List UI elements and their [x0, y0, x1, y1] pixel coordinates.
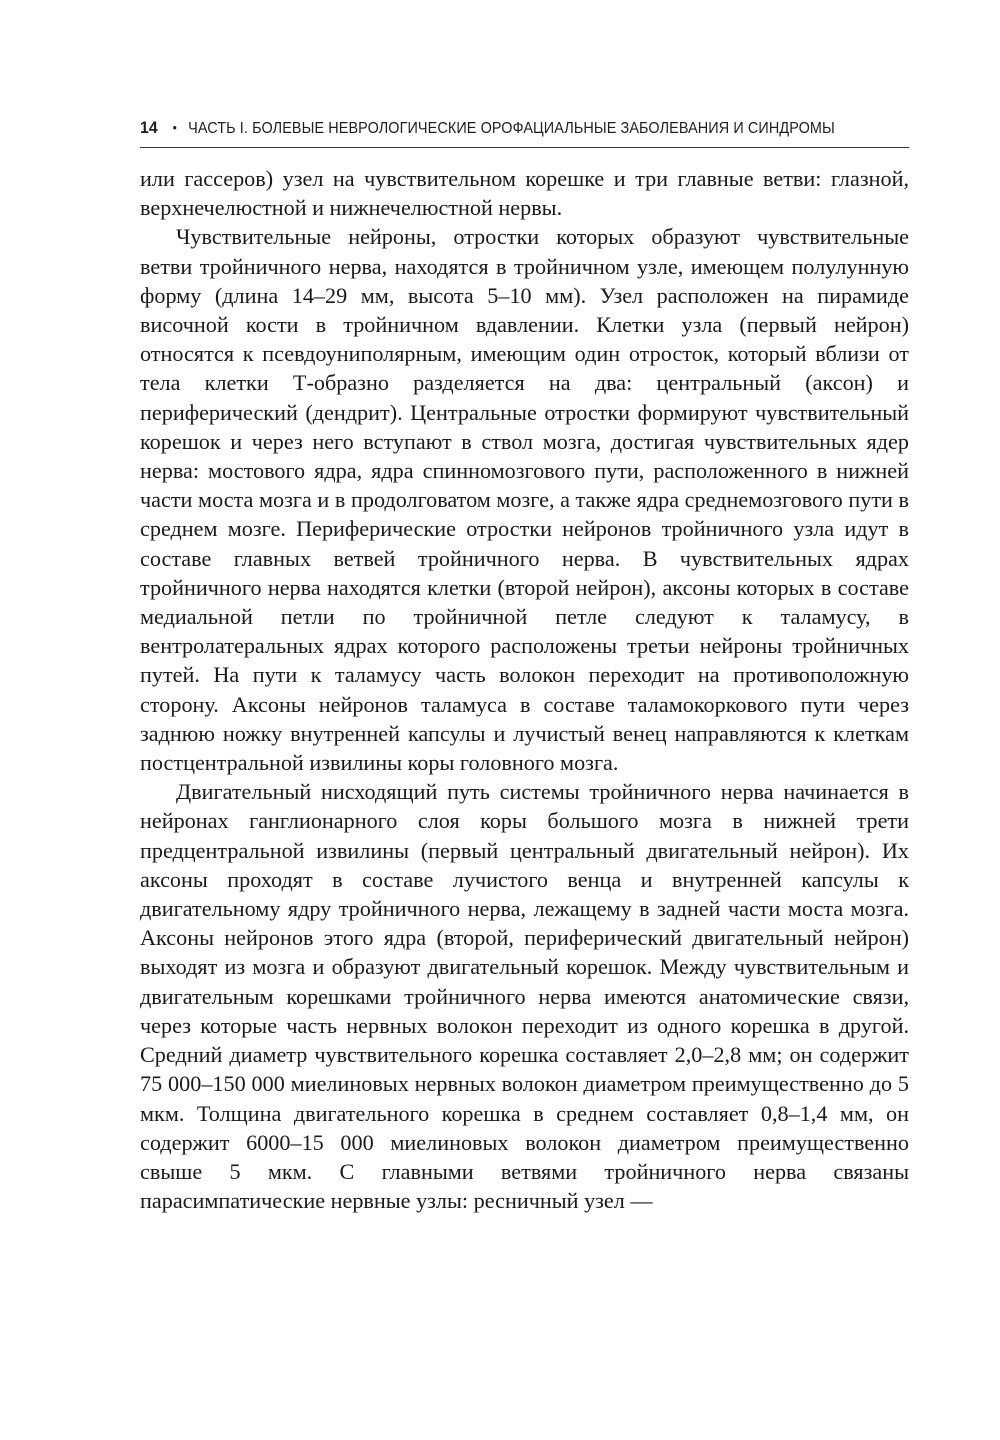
running-title: ЧАСТЬ I. БОЛЕВЫЕ НЕВРОЛОГИЧЕСКИЕ ОРОФАЦИАЛЬНЫЕ ЗАБОЛЕВАНИЯ И СИНДРОМЫ [188, 120, 835, 137]
paragraph-sensory-pathway: Чувствительные нейроны, отростки которых образуют чувствительные ветви тройничного нерва, находятся в тройничном узле, имеющем полулунную форму (длина 14–29 мм, высота 5–10 мм). Узел расположен на пирамиде височной кости в тройничном вдавлении. Клетки узла (первый нейрон) относятся к псевдоуниполярным, имеющим один отросток, который вблизи от тела клетки Т-образно разделяется на два: центральный (аксон) и периферический (дендрит). Центральные отростки формируют чувствительный корешок и через него вступают в ствол мозга, достигая чувствительных ядер нерва: мостового ядра, ядра спинномозгового пути, расположенного в нижней части моста мозга и в продолговатом мозге, а также ядра среднемозгового пути в среднем мозге. Периферические отростки нейронов тройничного узла идут в составе главных ветвей тройничного нерва. В чувствительных ядрах тройничного нерва находятся клетки (второй нейрон), аксоны которых в составе медиальной петли по тройничной петле следуют к таламусу, в вентролатеральных ядрах которого расположены третьи нейроны тройничных путей. На пути к таламусу часть волокон переходит на противоположную сторону. Аксоны нейронов таламуса в составе таламокоркового пути через заднюю ножку внутренней капсулы и лучистый венец направляются к клеткам постцентральной извилины коры головного мозга. [140, 224, 909, 776]
page-number: 14 [140, 118, 158, 137]
header-bullet: • [172, 120, 177, 135]
body-text [140, 164, 909, 1215]
paragraph-continuation: или гассеров) узел на чувствительном корешке и три главные ветви: глазной, верхнечелюстной и нижнечелюстной нервы. [140, 166, 909, 221]
running-header [140, 118, 909, 148]
book-page [140, 118, 909, 1215]
paragraph-motor-pathway: Двигательный нисходящий путь системы тройничного нерва начинается в нейронах ганглионарного слоя коры большого мозга в нижней трети предцентральной извилины (первый центральный двигательный нейрон). Их аксоны проходят в составе лучистого венца и внутренней капсулы к двигательному ядру тройничного нерва, лежащему в задней части моста мозга. Аксоны нейронов этого ядра (второй, периферический двигательный нейрон) выходят из мозга и образуют двигательный корешок. Между чувствительным и двигательным корешками тройничного нерва имеются анатомические связи, через которые часть нервных волокон переходит из одного корешка в другой. Средний диаметр чувствительного корешка составляет 2,0–2,8 мм; он содержит 75 000–150 000 миелиновых нервных волокон диаметром преимущественно до 5 мкм. Толщина двигательного корешка в среднем составляет 0,8–1,4 мм, он содержит 6000–15 000 миелиновых волокон диаметром преимущественно свыше 5 мкм. С главными ветвями тройничного нерва связаны парасимпатические нервные узлы: ресничный узел — [140, 779, 909, 1214]
